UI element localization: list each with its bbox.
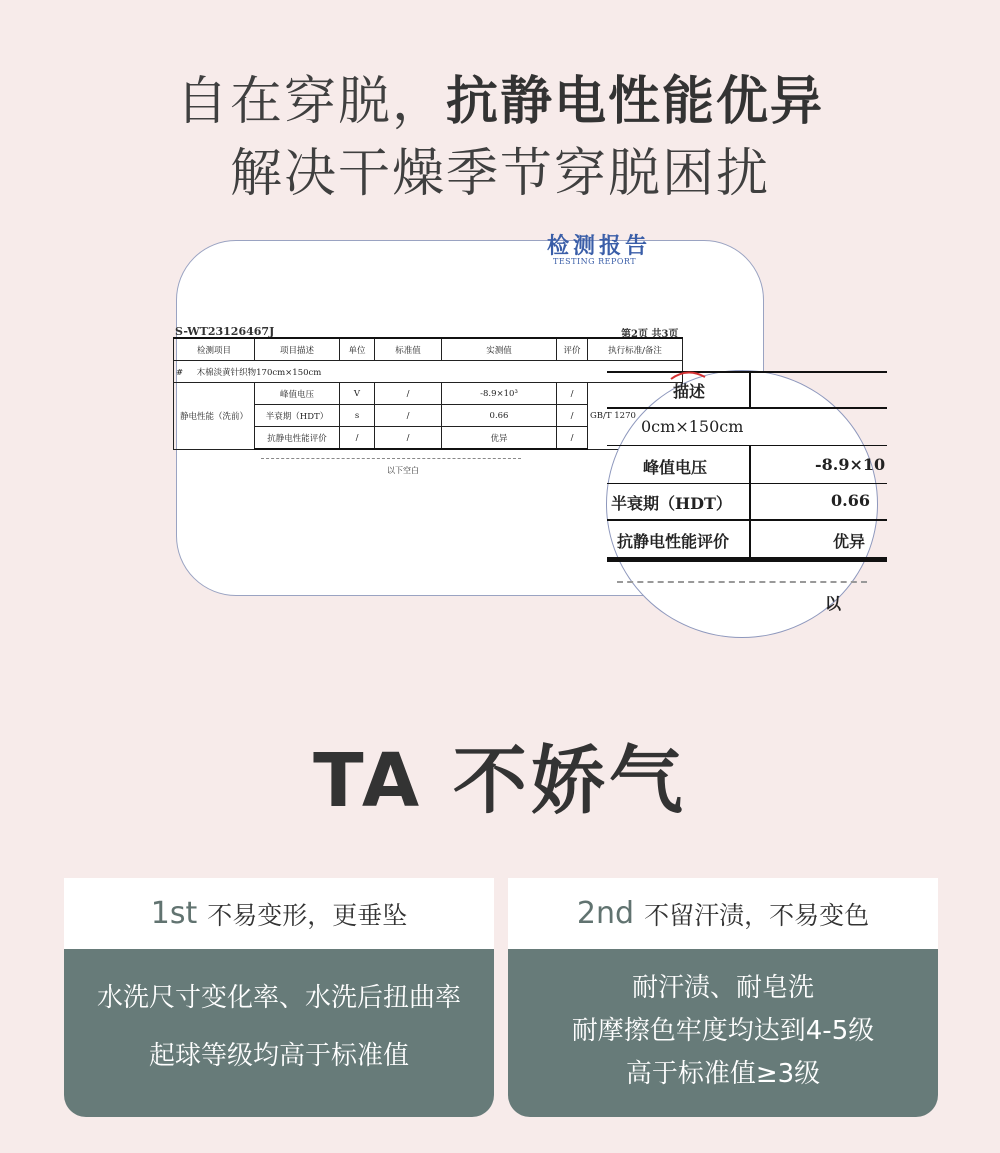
row-desc: 峰值电压	[255, 383, 340, 405]
zoom-label: 抗静电性能评价	[617, 532, 730, 551]
zoom-value: 优异	[833, 532, 866, 551]
card-line: 耐汗渍、耐皂洗	[631, 973, 814, 1003]
zoom-label: 峰值电压	[643, 458, 708, 477]
feature-card-2	[508, 878, 938, 1117]
row-eval: /	[557, 405, 588, 427]
row-unit: V	[340, 383, 375, 405]
row-unit: /	[340, 427, 375, 450]
row-value: 优异	[442, 427, 557, 450]
row-std: /	[375, 427, 442, 450]
row-desc: 抗静电性能评价	[255, 427, 340, 450]
col-header: 实测值	[442, 338, 557, 361]
test-standard: GB/T 1270	[588, 383, 683, 450]
row-std: /	[375, 383, 442, 405]
card-line: 高于标准值≥3级	[625, 1059, 821, 1089]
row-std: /	[375, 405, 442, 427]
row-value: 0.66	[442, 405, 557, 427]
card-title: 不易变形，更垂坠	[207, 900, 408, 930]
report-title: 检测报告	[547, 233, 652, 259]
row-eval: /	[557, 383, 588, 405]
col-header: 执行标准/备注	[588, 338, 683, 361]
headline-line-2: 解决干燥季节穿脱困扰	[229, 144, 770, 204]
card-body	[508, 949, 938, 1096]
zoom-label: 半衰期（HDT）	[611, 494, 732, 513]
row-value: -8.9×10³	[442, 383, 557, 405]
card-title: 不留汗渍，不易变色	[644, 900, 870, 930]
card-header	[64, 878, 494, 949]
card-body	[64, 949, 494, 1085]
report-header	[547, 229, 652, 266]
zoom-header: 描述	[673, 382, 706, 401]
card-line: 起球等级均高于标准值	[148, 1041, 409, 1071]
sample-desc: 木棉淡黄针织物170cm×150cm	[196, 367, 322, 378]
zoom-value: -8.9×10	[815, 455, 886, 474]
table-row	[174, 383, 683, 405]
row-unit: s	[340, 405, 375, 427]
col-header: 检测项目	[174, 338, 255, 361]
col-header: 项目描述	[255, 338, 340, 361]
row-desc: 半衰期（HDT）	[255, 405, 340, 427]
headline-line-1	[0, 70, 1000, 134]
headline-bold: 抗静电性能优异	[446, 72, 825, 132]
zoom-sample: 0cm×150cm	[641, 417, 744, 436]
report-title-en: TESTING REPORT	[553, 257, 637, 266]
zoom-blank-note: 以	[825, 594, 842, 613]
test-item: 静电性能（洗前）	[174, 383, 255, 450]
card-header	[508, 878, 938, 949]
blank-note: 以下空白	[387, 466, 419, 475]
feature-card-1	[64, 878, 494, 1117]
card-number: 2nd	[576, 896, 635, 931]
card-number: 1st	[150, 896, 198, 931]
report-number: S-WT23126467J	[175, 325, 275, 338]
col-header: 评价	[557, 338, 588, 361]
magnifier-circle	[606, 370, 886, 638]
col-header: 标准值	[375, 338, 442, 361]
report-page: 第2页 共3页	[621, 329, 679, 340]
report-header-row	[174, 338, 683, 361]
section-title: TA 不娇气	[313, 738, 687, 824]
report-table	[173, 337, 683, 450]
headline-plain: 自在穿脱，	[175, 72, 446, 132]
zoom-value: 0.66	[831, 491, 870, 510]
sample-index: #	[176, 367, 184, 378]
card-line: 水洗尺寸变化率、水洗后扭曲率	[96, 983, 461, 1013]
blank-divider	[261, 458, 521, 459]
card-line: 耐摩擦色牢度均达到4-5级	[571, 1016, 875, 1046]
row-eval: /	[557, 427, 588, 450]
col-header: 单位	[340, 338, 375, 361]
